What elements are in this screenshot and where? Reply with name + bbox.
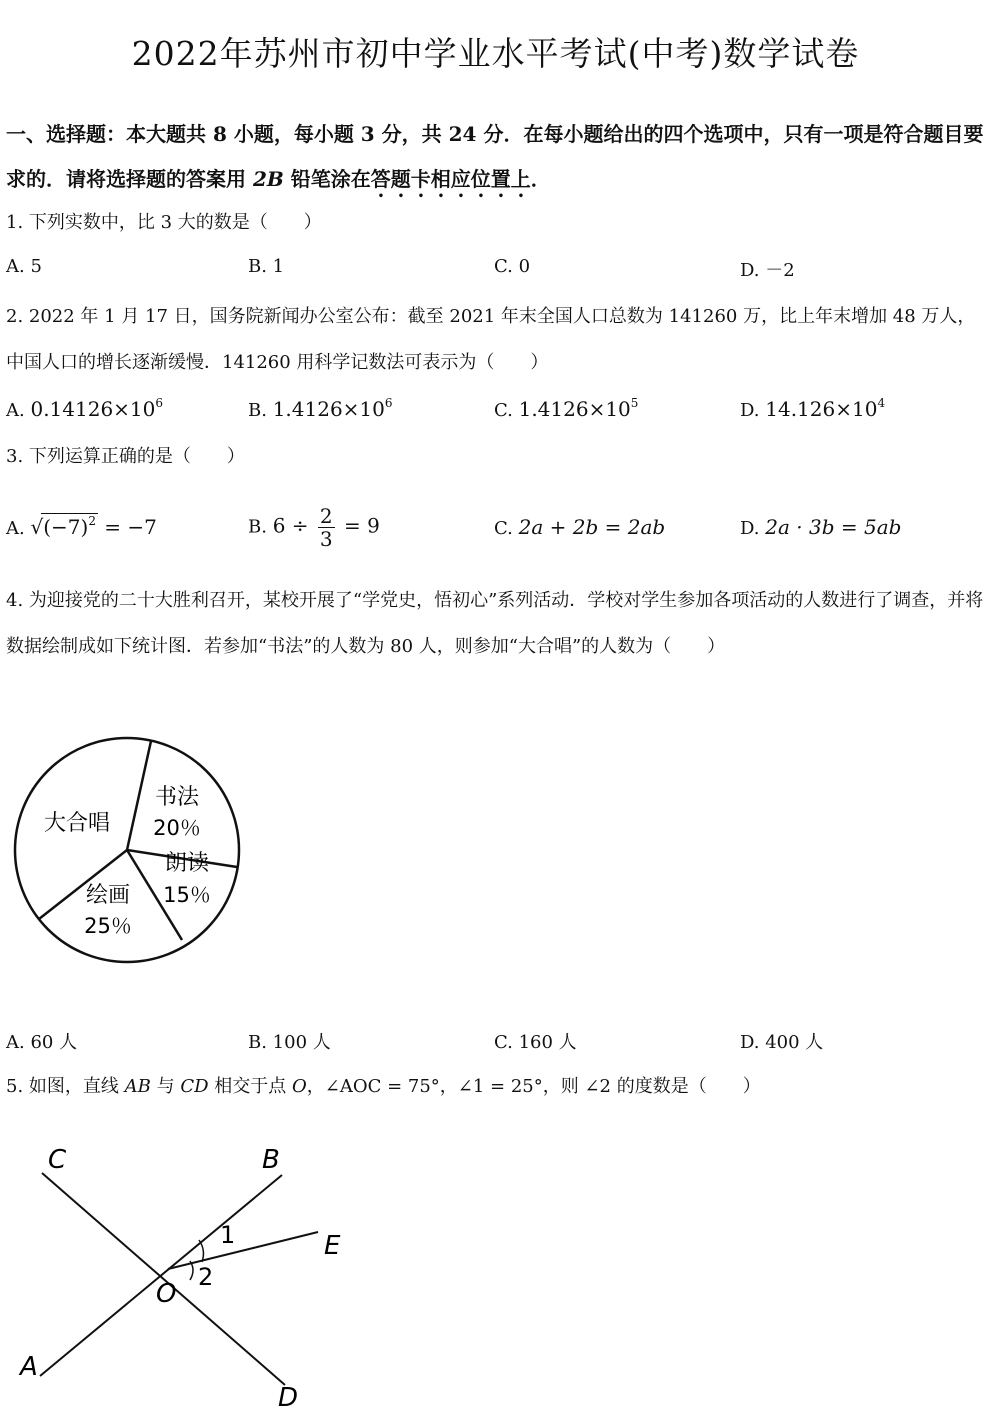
q3-b-rhs: = 9 xyxy=(337,513,380,538)
q2-c-label: C. xyxy=(494,400,513,421)
q2-c-exp: 5 xyxy=(630,396,639,410)
pie-chart xyxy=(0,720,260,970)
q3-a-exp: 2 xyxy=(88,514,96,528)
q2-d-label: D. xyxy=(740,400,760,421)
q1-option-a: A. 5 xyxy=(6,256,42,277)
question-3-options xyxy=(6,505,986,555)
q3-b-fraction xyxy=(318,505,335,550)
sqrt-symbol: √ xyxy=(30,515,44,539)
label-b: B xyxy=(262,1145,280,1175)
q5-stem-c: 相交于点 xyxy=(208,1076,292,1097)
geometry-figure xyxy=(0,1140,380,1413)
q1-option-d: D. －2 xyxy=(740,260,795,281)
q3-option-a xyxy=(6,513,157,539)
q3-a-radicand xyxy=(41,513,98,539)
q5-stem-d: ，∠AOC = 75°，∠1 = 25°，则 ∠2 的度数是（ ） xyxy=(306,1076,761,1097)
label-o: O xyxy=(156,1279,177,1309)
q2-b-exp: 6 xyxy=(384,396,393,410)
q2-option-d xyxy=(740,396,885,421)
q2-a-label: A. xyxy=(6,400,25,421)
pie-label-reading: 朗读 xyxy=(164,851,210,876)
label-a: A xyxy=(20,1352,38,1382)
q1-option-c: C. 0 xyxy=(494,256,531,277)
q2-b-base: 1.4126×10 xyxy=(272,397,385,421)
q2-option-c xyxy=(494,396,638,421)
label-c: C xyxy=(48,1145,67,1175)
q3-c-label: C. xyxy=(494,518,513,539)
q4-option-a: A. 60 人 xyxy=(6,1032,78,1053)
q3-b-num: 2 xyxy=(319,504,333,528)
q4-option-c: C. 160 人 xyxy=(494,1032,577,1053)
q2-b-label: B. xyxy=(248,400,267,421)
q2-c-base: 1.4126×10 xyxy=(518,397,631,421)
q3-d-expr: 2a · 3b = 5ab xyxy=(765,515,902,539)
pie-label-calligraphy: 书法 xyxy=(154,785,200,810)
section-end: ． xyxy=(530,167,551,191)
label-angle-2: 2 xyxy=(198,1263,214,1291)
q2-a-base: 0.14126×10 xyxy=(30,397,156,421)
question-1-stem: 1. 下列实数中，比 3 大的数是（ ） xyxy=(6,212,322,233)
label-angle-1: 1 xyxy=(220,1221,236,1249)
q3-a-inner: (−7) xyxy=(43,515,89,539)
q3-c-expr: 2a + 2b = 2ab xyxy=(518,515,666,539)
question-5-stem xyxy=(6,1064,984,1110)
question-4-options xyxy=(6,1028,986,1058)
q5-point-o: O xyxy=(291,1076,307,1097)
pie-pct-reading: 15％ xyxy=(163,883,211,907)
pie-pct-calligraphy: 20％ xyxy=(153,816,201,840)
q2-option-b xyxy=(248,396,393,421)
q5-stem-a: 5. 如图，直线 xyxy=(6,1076,125,1097)
question-2-options xyxy=(6,396,986,426)
pie-label-chorus: 大合唱 xyxy=(43,811,111,836)
question-2-stem: 2. 2022 年 1 月 17 日，国务院新闻办公室公布：截至 2021 年末全国人口总数为 141260 万，比上年末增加 48 万人，中国人口的增长逐渐缓慢．141260 用科学记数法可表示为（ ） xyxy=(6,306,976,373)
pie-label-painting: 绘画 xyxy=(85,883,131,908)
q3-a-label: A. xyxy=(6,518,25,539)
pie-pct-painting: 25％ xyxy=(84,914,132,938)
q5-line-cd: CD xyxy=(180,1076,209,1097)
q2-option-a xyxy=(6,396,163,421)
q5-line-ab: AB xyxy=(124,1076,151,1097)
pencil-type: 2B xyxy=(252,167,284,191)
q3-option-c xyxy=(494,515,665,539)
label-e: E xyxy=(324,1231,341,1261)
q2-d-exp: 4 xyxy=(877,396,886,410)
emphasized-text: 答题卡相应位置上 xyxy=(370,167,531,191)
question-1-options xyxy=(6,256,986,286)
page-title: 2022年苏州市初中学业水平考试(中考)数学试卷 xyxy=(131,34,860,73)
question-3-stem: 3. 下列运算正确的是（ ） xyxy=(6,446,245,467)
section-text: 一、选择题：本大题共 8 小题，每小题 3 分，共 24 分．在每小题给出的四个选项中，只有一项是符合题目要求的．请将选择题的答案用 xyxy=(6,122,984,191)
q3-option-b xyxy=(248,505,380,550)
q1-option-b: B. 1 xyxy=(248,256,285,277)
q3-a-rhs: = −7 xyxy=(97,515,157,539)
q2-d-base: 14.126×10 xyxy=(765,397,878,421)
line-ab xyxy=(40,1175,282,1376)
q5-stem-b: 与 xyxy=(150,1076,181,1097)
q3-option-d xyxy=(740,515,901,539)
q2-a-exp: 6 xyxy=(155,396,164,410)
q3-b-lhs: 6 ÷ xyxy=(272,513,315,538)
section-instructions xyxy=(6,112,986,202)
label-d: D xyxy=(278,1383,299,1413)
q4-option-b: B. 100 人 xyxy=(248,1032,331,1053)
question-4-stem: 4. 为迎接党的二十大胜利召开，某校开展了“学党史，悟初心”系列活动．学校对学生参加各项活动的人数进行了调查，并将数据绘制成如下统计图．若参加“书法”的人数为 80 人，则参加“大合唱”的人数为（ ） xyxy=(6,590,984,657)
section-text-cont: 铅笔涂在 xyxy=(283,167,371,191)
q3-b-label: B. xyxy=(248,516,267,538)
q3-b-den: 3 xyxy=(319,527,333,551)
q4-option-d: D. 400 人 xyxy=(740,1032,824,1053)
q3-d-label: D. xyxy=(740,518,760,539)
